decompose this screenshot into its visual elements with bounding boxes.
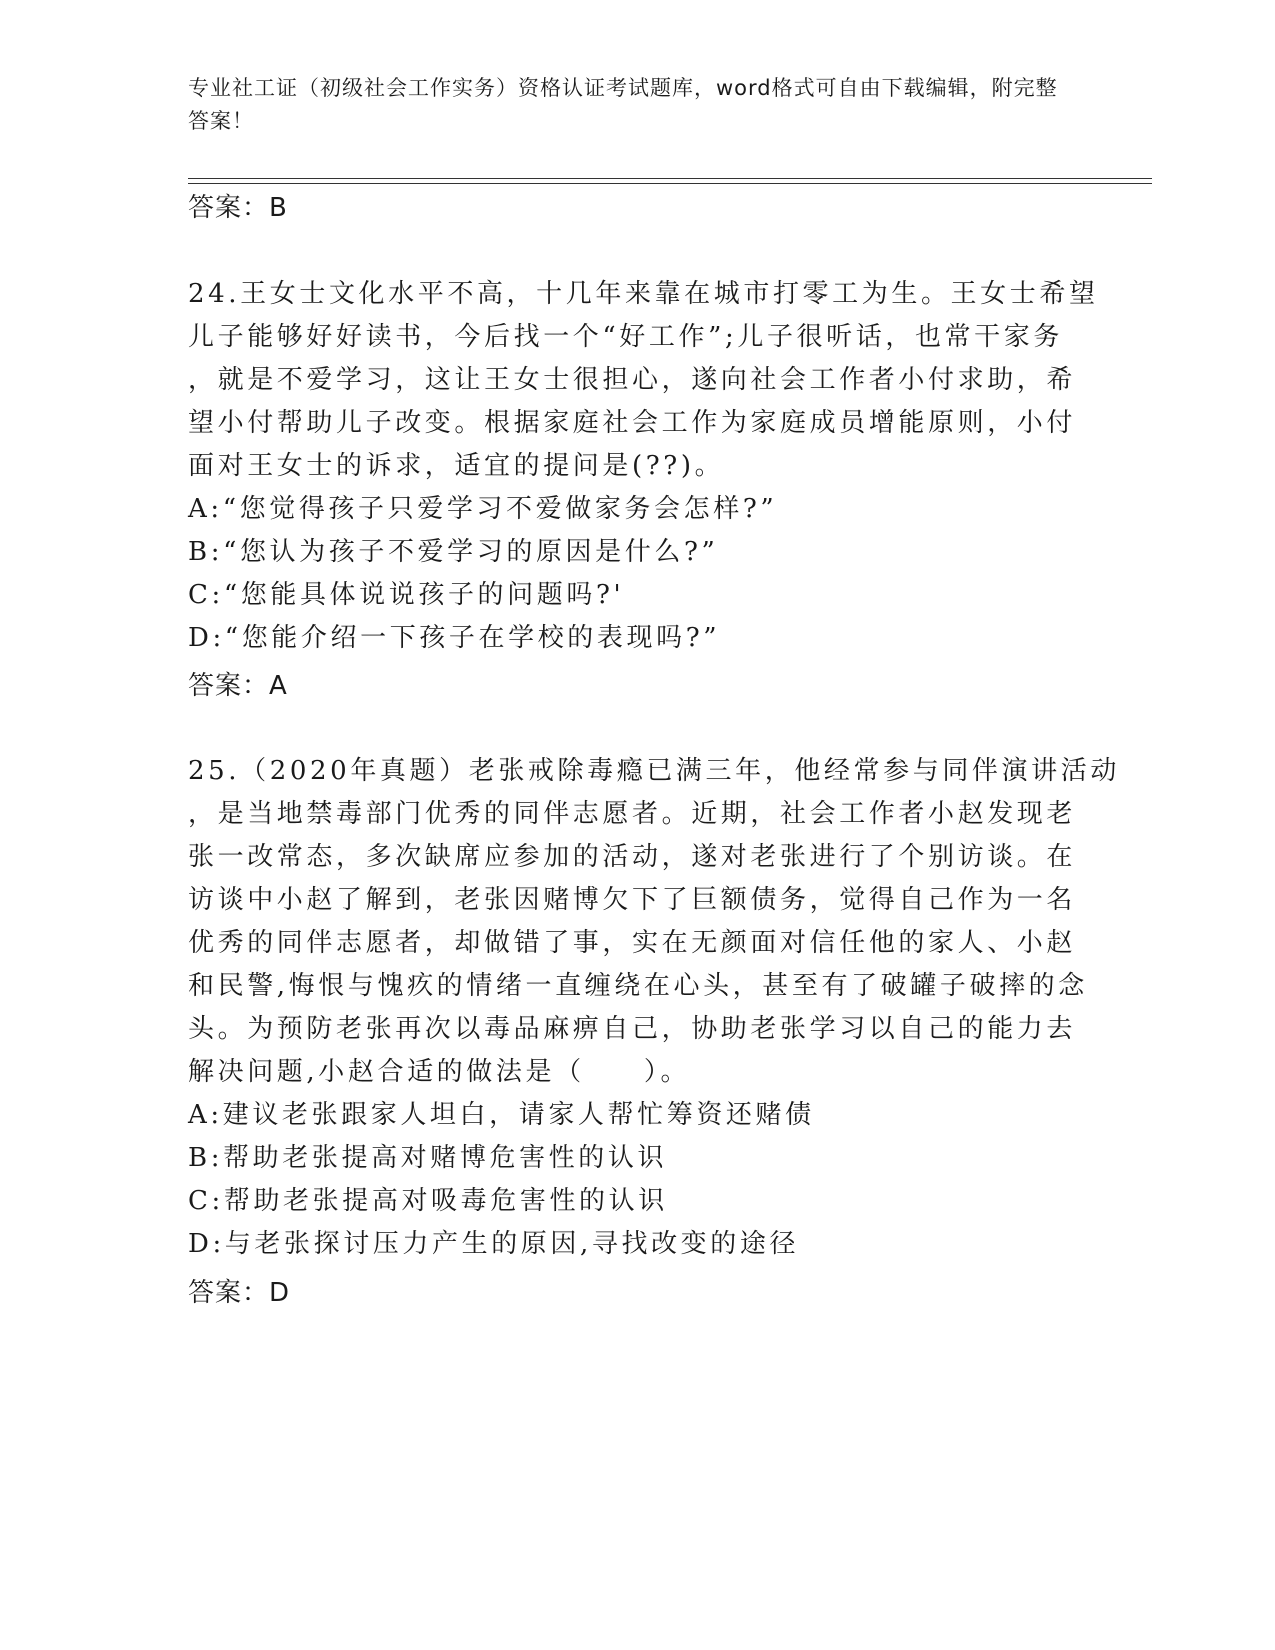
option-a: A:“您觉得孩子只爱学习不爱做家务会怎样?” bbox=[188, 494, 778, 524]
question-text-line: 优秀的同伴志愿者，却做错了事，实在无颜面对信任他的家人、小赵 bbox=[188, 928, 1077, 958]
header-rule-bottom bbox=[188, 183, 1152, 184]
document-title: 专业社工证（初级社会工作实务）资格认证考试题库，word格式可自由下载编辑，附完整答案！ bbox=[188, 76, 1058, 133]
option-b: B:帮助老张提高对赌博危害性的认识 bbox=[188, 1143, 668, 1173]
question-text-line: 望小付帮助儿子改变。根据家庭社会工作为家庭成员增能原则，小付 bbox=[188, 408, 1077, 438]
option-d: D:与老张探讨压力产生的原因,寻找改变的途径 bbox=[188, 1229, 800, 1259]
header-rule-top bbox=[188, 178, 1152, 179]
question-text-line: 24.王女士文化水平不高，十几年来靠在城市打零工为生。王女士希望 bbox=[188, 279, 1099, 309]
question-text-line: ，是当地禁毒部门优秀的同伴志愿者。近期，社会工作者小赵发现老 bbox=[188, 799, 1077, 829]
question-text-line: 和民警,悔恨与愧疚的情绪一直缠绕在心头，甚至有了破罐子破摔的念 bbox=[188, 971, 1088, 1001]
answer-24: 答案：A bbox=[188, 671, 288, 701]
option-d: D:“您能介绍一下孩子在学校的表现吗?” bbox=[188, 623, 721, 653]
question-text-line: 解决问题,小赵合适的做法是（ ）。 bbox=[188, 1057, 691, 1087]
option-b: B:“您认为孩子不爱学习的原因是什么?” bbox=[188, 537, 719, 567]
question-text-line: 25.（2020年真题）老张戒除毒瘾已满三年，他经常参与同伴演讲活动 bbox=[188, 756, 1120, 786]
question-text-line: 张一改常态，多次缺席应参加的活动，遂对老张进行了个别访谈。在 bbox=[188, 842, 1077, 872]
question-text-line: 头。为预防老张再次以毒品麻痹自己，协助老张学习以自己的能力去 bbox=[188, 1014, 1077, 1044]
option-a: A:建议老张跟家人坦白，请家人帮忙筹资还赌债 bbox=[188, 1100, 815, 1130]
question-text-line: 访谈中小赵了解到，老张因赌博欠下了巨额债务，觉得自己作为一名 bbox=[188, 885, 1077, 915]
question-text-line: 面对王女士的诉求，适宜的提问是(??)。 bbox=[188, 451, 725, 481]
answer-previous: 答案：B bbox=[188, 193, 288, 223]
option-c: C:帮助老张提高对吸毒危害性的认识 bbox=[188, 1186, 668, 1216]
question-text-line: ，就是不爱学习，这让王女士很担心，遂向社会工作者小付求助，希 bbox=[188, 365, 1077, 395]
question-text-line: 儿子能够好好读书，今后找一个“好工作”;儿子很听话，也常干家务 bbox=[188, 322, 1063, 352]
answer-25: 答案：D bbox=[188, 1278, 291, 1308]
option-c: C:“您能具体说说孩子的问题吗?' bbox=[188, 580, 625, 610]
